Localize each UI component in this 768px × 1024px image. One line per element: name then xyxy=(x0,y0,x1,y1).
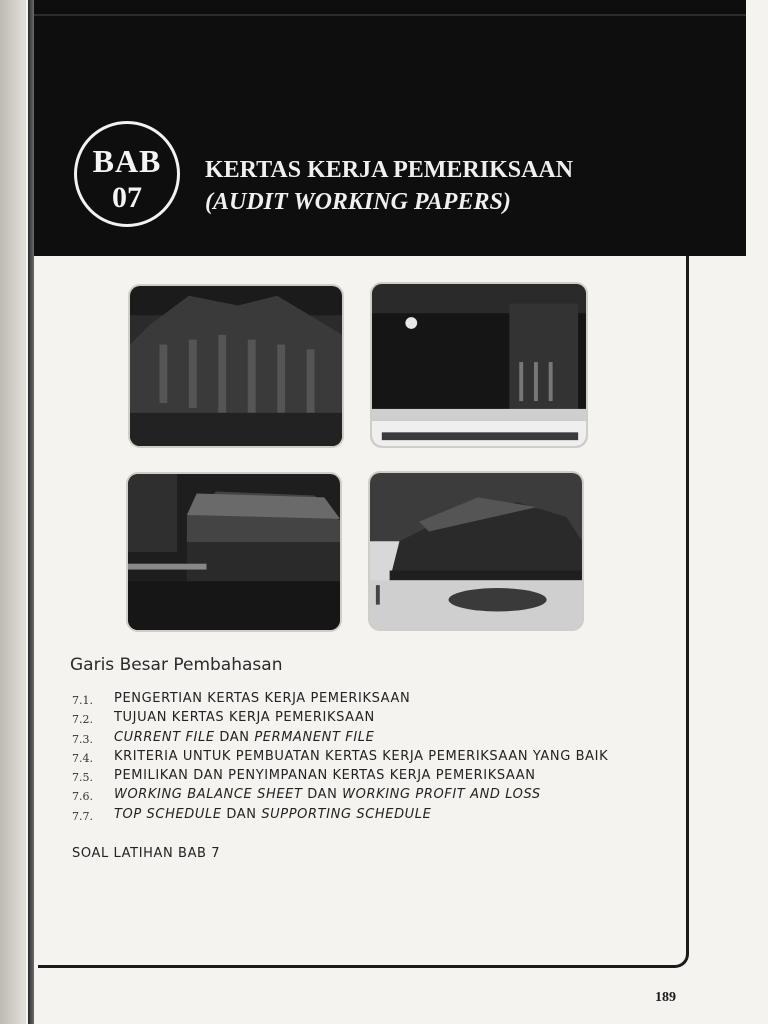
outline-item-text xyxy=(114,768,536,783)
outline-item-text-part: KRITERIA UNTUK PEMBUATAN KERTAS KERJA PEMERIKSAAN YANG BAIK xyxy=(114,748,609,764)
outline-item xyxy=(72,690,672,709)
outline-item xyxy=(72,806,672,825)
night-courtyard-photo xyxy=(370,282,588,448)
chapter-badge-number: 07 xyxy=(112,181,142,214)
outline-item-text xyxy=(114,710,375,725)
outline-item xyxy=(72,709,672,728)
outline-item-text-part: PERMANENT FILE xyxy=(254,729,375,745)
outline-item-text xyxy=(114,807,431,822)
outline-item-text-part: SUPPORTING SCHEDULE xyxy=(261,806,432,822)
outline-item-text-part: PEMILIKAN DAN PENYIMPANAN KERTAS KERJA PEMERIKSAAN xyxy=(114,768,536,784)
colonial-building-photo xyxy=(128,284,344,448)
chapter-title-block xyxy=(205,154,573,218)
outline-item xyxy=(72,767,672,786)
outline-item-text-part: CURRENT FILE xyxy=(114,729,215,745)
outline-item-text-part: PENGERTIAN KERTAS KERJA PEMERIKSAAN xyxy=(114,691,411,706)
chapter-title: KERTAS KERJA PEMERIKSAAN xyxy=(205,157,574,183)
traditional-roof-building-photo xyxy=(126,472,342,632)
outline-heading: Garis Besar Pembahasan xyxy=(70,655,283,675)
outline-item xyxy=(72,729,672,748)
outline-item-text xyxy=(114,691,410,706)
pagoda-temple-photo xyxy=(368,471,584,631)
page-number: 189 xyxy=(655,990,676,1005)
outline-item-number: 7.6. xyxy=(72,790,93,804)
outline-item-number: 7.1. xyxy=(72,694,93,707)
outline-item-number: 7.5. xyxy=(72,771,93,785)
outline-item-text-part: WORKING PROFIT AND LOSS xyxy=(342,787,541,803)
outline-item-text-part: WORKING BALANCE SHEET xyxy=(114,787,303,803)
outline-item-text-part: TUJUAN KERTAS KERJA PEMERIKSAAN xyxy=(114,710,375,726)
chapter-badge-label: BAB xyxy=(92,143,162,179)
outline-item-text xyxy=(114,730,374,745)
chapter-badge xyxy=(74,121,180,227)
outline-item-text-part: TOP SCHEDULE xyxy=(114,806,222,822)
outline-item xyxy=(72,748,672,767)
outline-item-number: 7.4. xyxy=(72,751,93,765)
exercises-label: SOAL LATIHAN BAB 7 xyxy=(72,846,221,861)
outline-item-text-part: DAN xyxy=(221,806,262,822)
outline-list xyxy=(72,690,672,825)
page-left-edge xyxy=(0,0,26,1024)
chapter-subtitle: (AUDIT WORKING PAPERS) xyxy=(205,189,511,215)
outline-item-number: 7.7. xyxy=(72,809,93,823)
header-rule xyxy=(34,14,746,16)
outline-item-text xyxy=(114,749,608,764)
outline-item-number: 7.2. xyxy=(72,713,93,727)
outline-item-text-part: DAN xyxy=(214,729,255,745)
outline-item-number: 7.3. xyxy=(72,732,93,746)
outline-item-text-part: DAN xyxy=(302,787,343,803)
outline-item-text xyxy=(114,787,541,802)
outline-item xyxy=(72,786,672,805)
